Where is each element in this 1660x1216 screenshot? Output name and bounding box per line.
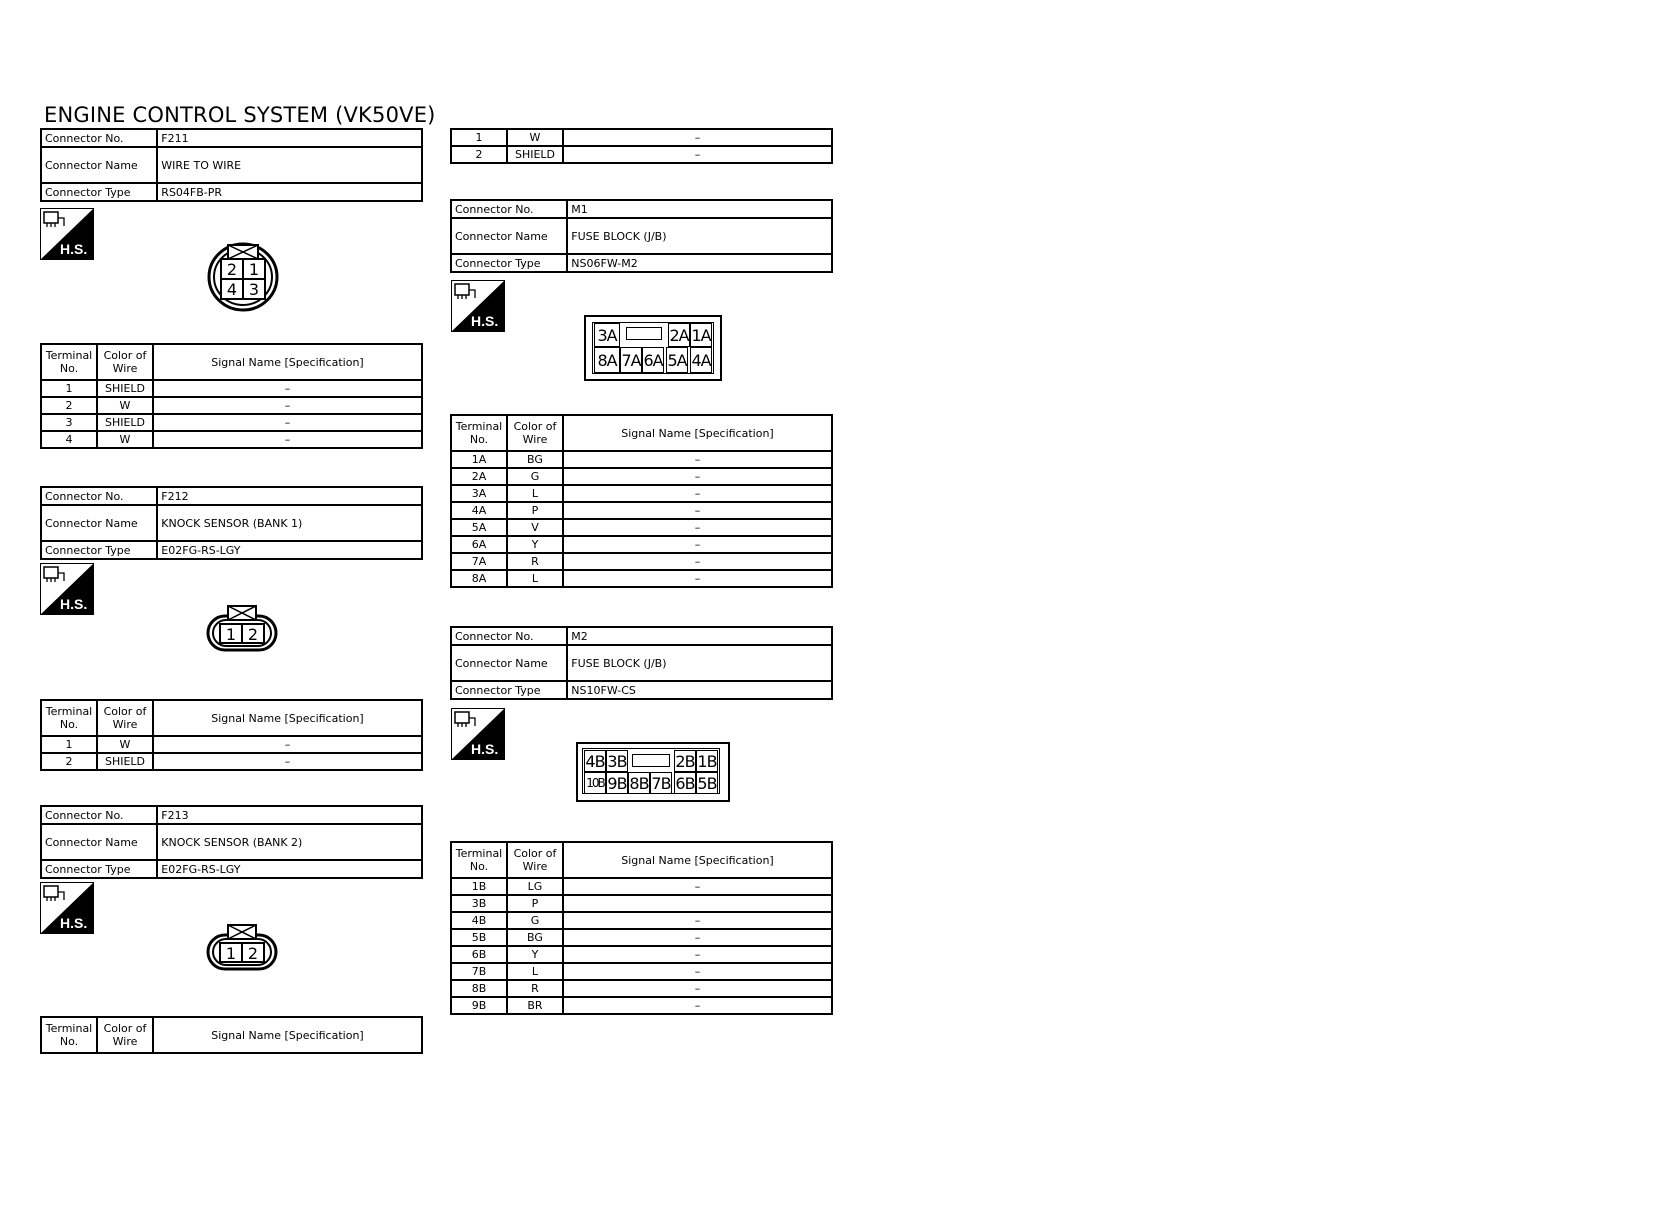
pin-4b: 4B — [585, 751, 605, 771]
pin-1a: 1A — [690, 323, 712, 347]
table-row: 4 W – — [41, 431, 422, 448]
connector-latch — [626, 327, 662, 340]
table-row: 1B LG – — [451, 878, 832, 895]
connector-diagram-f212 — [204, 604, 280, 654]
svg-text:H.S.: H.S. — [60, 596, 88, 612]
connector-name-value: WIRE TO WIRE — [157, 147, 422, 183]
pin-3a: 3A — [594, 323, 620, 347]
table-row: 2A G – — [451, 468, 832, 485]
pin-3b: 3B — [607, 751, 627, 771]
svg-text:H.S.: H.S. — [60, 241, 88, 257]
pin-2: 2 — [247, 944, 259, 963]
table-row: 1 SHIELD – — [41, 380, 422, 397]
connector-diagram-f211 — [205, 237, 281, 313]
svg-text:H.S.: H.S. — [471, 313, 499, 329]
terminal-table-f213-continued — [450, 128, 833, 164]
table-row: 4A P – — [451, 502, 832, 519]
terminal-table-f213: Terminal No. Color of Wire Signal Name [Specification] — [40, 1016, 423, 1054]
pin-2b: 2B — [675, 751, 695, 771]
table-row: 3B P — [451, 895, 832, 912]
terminal-table-m1: Terminal No. Color of Wire Signal Name [Specification] 1A BG – 2A G – 3A L – 4A P – 5A V – 6A Y – 7A R – 8A L – — [450, 414, 833, 588]
connector-name-value: FUSE BLOCK (J/B) — [567, 645, 832, 681]
table-row: 1A BG – — [451, 451, 832, 468]
harness-side-icon — [451, 708, 505, 760]
terminal-table-f211 — [40, 343, 423, 449]
connector-info-m2: Connector No. M2 Connector Name FUSE BLOCK (J/B) Connector Type NS10FW-CS — [450, 626, 833, 700]
pin-5b: 5B — [697, 773, 717, 793]
connector-info-f213: Connector No. F213 Connector Name KNOCK SENSOR (BANK 2) Connector Type E02FG-RS-LGY — [40, 805, 423, 879]
connector-type-value: NS10FW-CS — [567, 681, 832, 699]
connector-info-f211 — [40, 128, 423, 202]
connector-type-value: E02FG-RS-LGY — [157, 541, 422, 559]
connector-info-m1: Connector No. M1 Connector Name FUSE BLOCK (J/B) Connector Type NS06FW-M2 — [450, 199, 833, 273]
connector-name-value: KNOCK SENSOR (BANK 2) — [157, 824, 422, 860]
connector-diagram-m1 — [584, 315, 722, 381]
pin-4: 4 — [226, 280, 238, 299]
table-row: 1 W – — [41, 736, 422, 753]
connector-diagram-f213 — [204, 923, 280, 973]
page-title: ENGINE CONTROL SYSTEM (VK50VE) — [44, 103, 436, 127]
pin-1: 1 — [248, 260, 260, 279]
terminal-table-f212: Terminal No. Color of Wire Signal Name [Specification] 1 W – 2 SHIELD – — [40, 699, 423, 771]
table-row: 2 W – — [41, 397, 422, 414]
pin-9b: 9B — [607, 773, 627, 793]
pin-1b: 1B — [697, 751, 717, 771]
connector-no-value: F212 — [157, 487, 422, 505]
connector-name-label: Connector Name — [41, 147, 157, 183]
table-row: 1 W – — [451, 129, 832, 146]
signal-name-header: Signal Name [Specification] — [153, 344, 422, 380]
connector-no-value: M2 — [567, 627, 832, 645]
table-row: 8B R – — [451, 980, 832, 997]
connector-no-value: F211 — [157, 129, 422, 147]
table-row: 8A L – — [451, 570, 832, 587]
table-row: 9B BR – — [451, 997, 832, 1014]
pin-6b: 6B — [675, 773, 695, 793]
table-row: 3A L – — [451, 485, 832, 502]
connector-info-f212: Connector No. F212 Connector Name KNOCK SENSOR (BANK 1) Connector Type E02FG-RS-LGY — [40, 486, 423, 560]
connector-no-label: Connector No. — [41, 129, 157, 147]
pin-1: 1 — [225, 944, 237, 963]
pin-2a: 2A — [668, 323, 690, 347]
connector-name-value: KNOCK SENSOR (BANK 1) — [157, 505, 422, 541]
connector-diagram-m2 — [576, 742, 730, 802]
color-of-wire-header: Color of Wire — [97, 344, 153, 380]
pin-7a: 7A — [620, 347, 642, 373]
pin-8a: 8A — [594, 347, 620, 373]
pin-5a: 5A — [666, 347, 688, 373]
table-row: 6B Y – — [451, 946, 832, 963]
svg-text:H.S.: H.S. — [471, 741, 499, 757]
table-row: 2 SHIELD – — [451, 146, 832, 163]
connector-type-value: NS06FW-M2 — [567, 254, 832, 272]
pin-8b: 8B — [629, 773, 649, 793]
harness-side-icon — [451, 280, 505, 332]
pin-10b: 10B — [584, 772, 606, 794]
connector-latch — [632, 754, 670, 767]
table-row: 7A R – — [451, 553, 832, 570]
pin-6a: 6A — [642, 347, 664, 373]
table-row: 7B L – — [451, 963, 832, 980]
connector-no-value: M1 — [567, 200, 832, 218]
harness-side-icon — [40, 208, 94, 260]
table-row: 6A Y – — [451, 536, 832, 553]
pin-1: 1 — [225, 625, 237, 644]
connector-no-value: F213 — [157, 806, 422, 824]
table-row: 4B G – — [451, 912, 832, 929]
connector-type-value: RS04FB-PR — [157, 183, 422, 201]
terminal-no-header: Terminal No. — [41, 344, 97, 380]
terminal-table-m2: Terminal No. Color of Wire Signal Name [Specification] 1B LG – 3B P 4B G – 5B BG – 6B Y – 7B L – 8B R – 9B BR – — [450, 841, 833, 1015]
table-row: 2 SHIELD – — [41, 753, 422, 770]
pin-3: 3 — [248, 280, 260, 299]
connector-type-label: Connector Type — [41, 183, 157, 201]
pin-2: 2 — [247, 625, 259, 644]
table-row: 5A V – — [451, 519, 832, 536]
table-row: 3 SHIELD – — [41, 414, 422, 431]
svg-text:H.S.: H.S. — [60, 915, 88, 931]
table-row: 5B BG – — [451, 929, 832, 946]
pin-2: 2 — [226, 260, 238, 279]
pin-7b: 7B — [651, 773, 671, 793]
pin-4a: 4A — [690, 347, 712, 373]
connector-name-value: FUSE BLOCK (J/B) — [567, 218, 832, 254]
harness-side-icon — [40, 882, 94, 934]
connector-type-value: E02FG-RS-LGY — [157, 860, 422, 878]
harness-side-icon — [40, 563, 94, 615]
